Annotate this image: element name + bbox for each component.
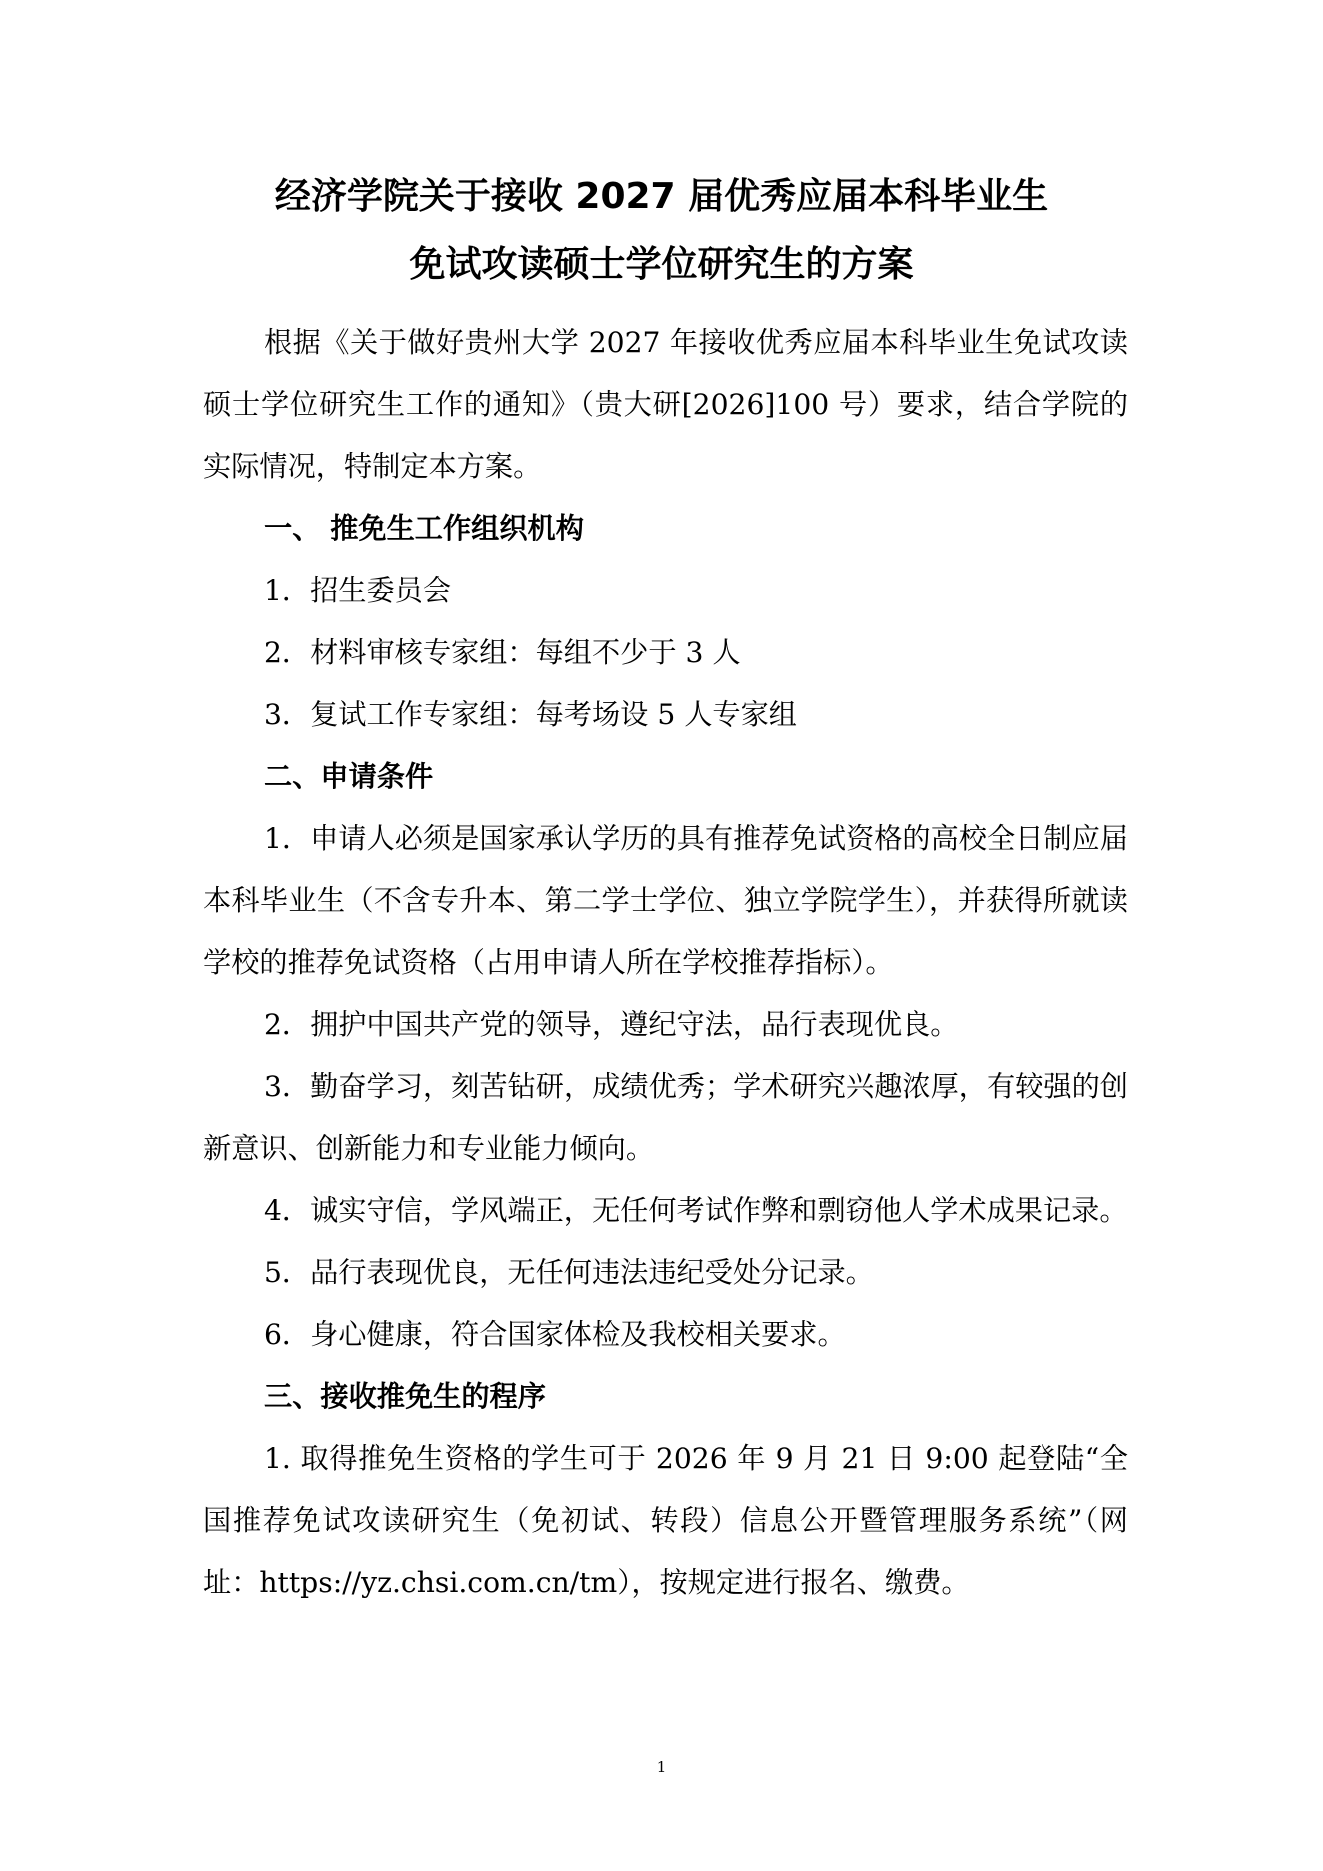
- list-item: 2．材料审核专家组：每组不少于 3 人: [264, 636, 741, 669]
- document-title-line2: 免试攻读硕士学位研究生的方案: [409, 244, 914, 285]
- page-number: 1: [656, 1758, 667, 1776]
- list-item: 3．勤奋学习，刻苦钻研，成绩优秀；学术研究兴趣浓厚，有较强的创新意识、创新能力和专业能力倾向。: [203, 1070, 1128, 1165]
- list-item: 4．诚实守信，学风端正，无任何考试作弊和剽窃他人学术成果记录。: [264, 1194, 1128, 1227]
- list-item: 1．申请人必须是国家承认学历的具有推荐免试资格的高校全日制应届本科毕业生（不含专升本、第二学士学位、独立学院学生），并获得所就读学校的推荐免试资格（占用申请人所在学校推荐指标）。: [203, 822, 1128, 979]
- section-heading-procedure: 三、接收推免生的程序: [264, 1380, 546, 1413]
- list-item: 1. 取得推免生资格的学生可于 2026 年 9 月 21 日 9:00 起登陆“全国推荐免试攻读研究生（免初试、转段）信息公开暨管理服务系统”（网址：https://yz.chsi.com.cn/tm），按规定进行报名、缴费。: [203, 1442, 1128, 1599]
- list-item: 6．身心健康，符合国家体检及我校相关要求。: [264, 1318, 846, 1351]
- list-item: 2．拥护中国共产党的领导，遵纪守法，品行表现优良。: [264, 1008, 959, 1041]
- list-item: 1．招生委员会: [264, 574, 452, 607]
- intro-paragraph: 根据《关于做好贵州大学 2027 年接收优秀应届本科毕业生免试攻读硕士学位研究生工作的通知》（贵大研[2026]100 号）要求，结合学院的实际情况，特制定本方案。: [203, 326, 1128, 483]
- document-title-line1: 经济学院关于接收 2027 届优秀应届本科毕业生: [274, 176, 1049, 217]
- document-body: [203, 312, 1128, 1614]
- section-heading-conditions: 二、申请条件: [264, 760, 434, 793]
- list-item: 5．品行表现优良，无任何违法违纪受处分记录。: [264, 1256, 874, 1289]
- section-heading-organization: 一、 推免生工作组织机构: [264, 512, 584, 545]
- list-item: 3．复试工作专家组：每考场设 5 人专家组: [264, 698, 797, 731]
